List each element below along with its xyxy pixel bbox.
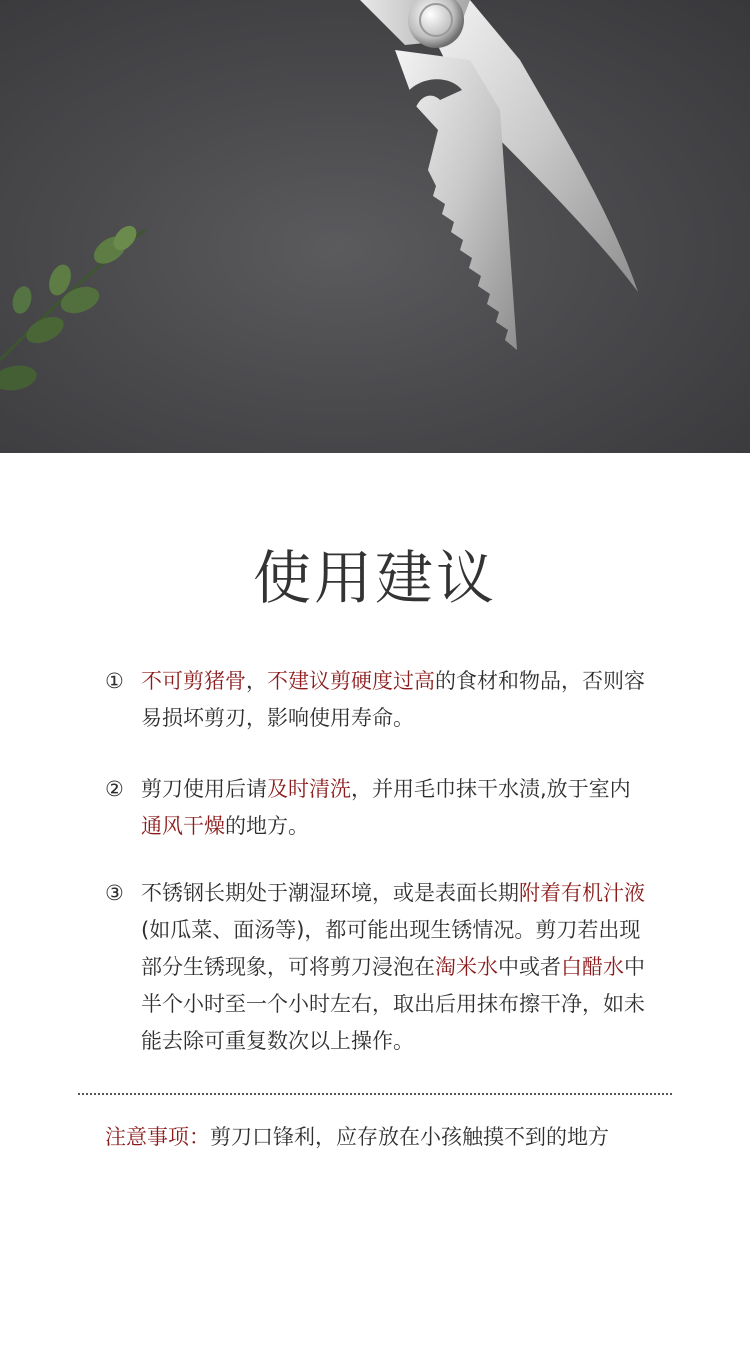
scissors-illustration (0, 0, 750, 453)
dotted-divider (78, 1093, 672, 1095)
plant-sprig-decoration (0, 221, 145, 393)
item-number: ② (105, 777, 124, 801)
section-title: 使用建议 (252, 544, 497, 612)
advice-item-3 (105, 875, 645, 1060)
item-number: ③ (105, 881, 124, 905)
item-text: 不锈钢长期处于潮湿环境，或是表面长期附着有机汁液(如瓜菜、面汤等)，都可能出现生锈情况。剪刀若出现部分生锈现象，可将剪刀浸泡在淘米水中或者白醋水中半个小时至一个小时左右，取出后用抹布擦干净，如未能去除可重复数次以上操作。 (141, 881, 645, 1053)
usage-advice-section (0, 453, 750, 1348)
caution-text: 剪刀口锋利，应存放在小孩触摸不到的地方 (210, 1125, 609, 1149)
caution-note (105, 1121, 665, 1153)
caution-label: 注意事项： (105, 1125, 210, 1149)
item-text: 不可剪猪骨，不建议剪硬度过高的食材和物品，否则容易损坏剪刃，影响使用寿命。 (141, 669, 645, 730)
product-hero-image (0, 0, 750, 453)
item-number: ① (105, 669, 124, 693)
advice-item-2 (105, 771, 645, 845)
item-text: 剪刀使用后请及时清洗，并用毛巾抹干水渍,放于室内通风干燥的地方。 (141, 777, 631, 838)
advice-item-1 (105, 663, 645, 737)
